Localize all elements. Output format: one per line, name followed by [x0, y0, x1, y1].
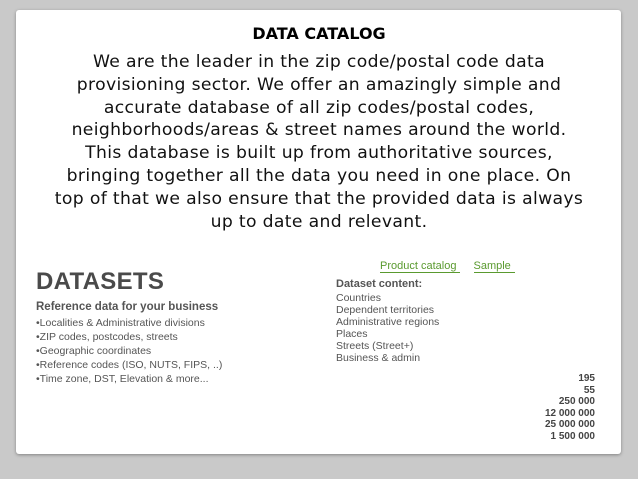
list-item: •Reference codes (ISO, NUTS, FIPS, ..) — [36, 359, 223, 371]
list-item: •Geographic coordinates — [36, 345, 152, 357]
page-title: DATA CATALOG — [252, 24, 386, 43]
dataset-counts-list — [545, 373, 595, 442]
count-value: 55 — [583, 384, 595, 396]
count-value: 12 000 000 — [544, 407, 595, 419]
intro-line: neighborhoods/areas & street names around the world. — [71, 120, 567, 141]
reference-data-list — [36, 316, 222, 386]
list-item: Streets (Street+) — [336, 340, 414, 352]
reference-data-heading: Reference data for your business — [36, 301, 219, 313]
count-value: 25 000 000 — [544, 419, 595, 430]
count-value: 195 — [578, 373, 595, 384]
dataset-content-list — [336, 292, 439, 364]
intro-line: top of that we also ensure that the provided data is always — [54, 188, 584, 209]
intro-line: bringing together all the data you need in one place. On — [66, 165, 572, 186]
datasets-heading: DATASETS — [36, 268, 165, 295]
dataset-content-heading: Dataset content: — [336, 278, 423, 290]
intro-line: We are the leader in the zip code/postal code data — [92, 52, 546, 72]
sample-link[interactable]: Sample — [474, 260, 515, 273]
catalog-links — [380, 260, 515, 272]
intro-paragraph — [0, 51, 638, 233]
list-item: Places — [336, 328, 368, 340]
list-item: •ZIP codes, postcodes, streets — [36, 331, 178, 343]
list-item: Administrative regions — [336, 316, 440, 328]
list-item: Business & admin — [336, 352, 421, 364]
intro-line: This database is built up from authoritative sources, — [85, 143, 553, 164]
count-value: 250 000 — [558, 396, 595, 407]
intro-line: accurate database of all zip codes/postal codes, — [103, 97, 535, 118]
intro-line: up to date and relevant. — [210, 211, 428, 232]
intro-line: provisioning sector. We offer an amazingly simple and — [76, 74, 562, 95]
product-catalog-link[interactable]: Product catalog — [380, 260, 460, 273]
list-item: Dependent territories — [336, 304, 435, 316]
list-item: •Time zone, DST, Elevation & more... — [36, 373, 209, 385]
list-item: •Localities & Administrative divisions — [36, 317, 205, 329]
list-item: Countries — [336, 292, 381, 304]
count-value: 1 500 000 — [550, 430, 595, 442]
